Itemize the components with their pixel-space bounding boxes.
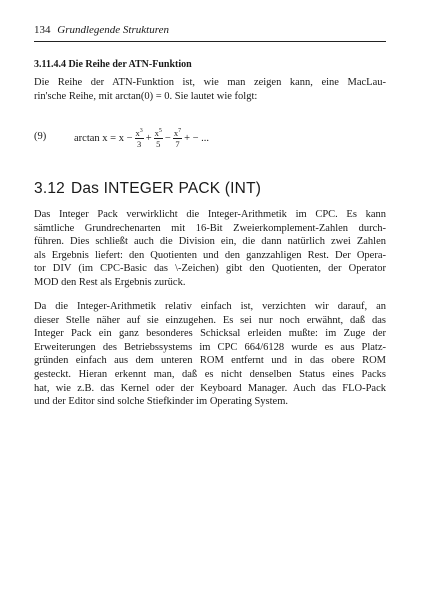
paragraph-line: rin'sche Reihe, mit arctan(0) = 0. Sie lautet wie folgt: (34, 90, 258, 102)
subsection-heading: 3.11.4.4 Die Reihe der ATN-Funktion (34, 59, 192, 70)
term-numerator: x (154, 127, 159, 138)
header-rule (34, 41, 386, 42)
term-operator: + − ... (184, 132, 210, 144)
section-number: 3.12 (34, 180, 65, 197)
paragraph-line: führen. Dies schließt auch die Division ein, die dann natürlich zwei Zahlen (34, 236, 386, 248)
paragraph-line: MOD den Rest als Ergebnis zurück. (34, 276, 186, 288)
term-exponent: 3 (139, 127, 143, 134)
term-exponent: 5 (158, 127, 162, 134)
paragraph-line: Die Reihe der ATN-Funktion ist, wie man zeigen kann, eine MacLau- (34, 77, 386, 88)
paragraph-line: sämtliche Grundrechenarten mit 16-Bit Zweierkomplement-Zahlen durch- (34, 222, 386, 234)
equation-lhs: arctan x = x − (74, 132, 133, 144)
paragraph-line: Integer Pack ein ganz besonderes Schicksal erleiden mußte: im Zuge der (34, 328, 386, 340)
page-number: 134 (34, 24, 51, 36)
equation-body (74, 120, 209, 156)
paragraph-line: Das Integer Pack verwirklicht die Integer-Arithmetik im CPC. Es kann (34, 209, 386, 220)
body-paragraph-1 (34, 208, 386, 290)
paragraph-line: Da die Integer-Arithmetik relativ einfach ist, verzichten wir darauf, an (34, 301, 386, 312)
term-operator: − (164, 132, 171, 144)
term-exponent: 7 (178, 127, 182, 134)
paragraph-line: gesteckt. Hieran erkennt man, daß es nicht denselben Status eines Packs (34, 368, 386, 380)
paragraph-line: als Ergebnis liefert: den Quotienten und den ganzzahligen Rest. Der Opera- (34, 249, 386, 261)
series-term-1 (135, 128, 144, 149)
paragraph-line: und der Editor sind solche Stiefkinder im Operating System. (34, 396, 288, 408)
paragraph-line: hat, wie z.B. das Kernel oder der Keyboard Manager. Auch das FLO-Pack (34, 382, 386, 394)
paragraph-line: dieser Stelle näher auf sie einzugehen. Es sei nur noch erwähnt, daß das (34, 314, 386, 326)
running-head-title: Grundlegende Strukturen (57, 24, 169, 36)
series-term-2 (154, 128, 163, 149)
subsection-intro-paragraph (34, 76, 386, 103)
section-title: Das INTEGER PACK (INT) (70, 180, 262, 197)
arctan-series-equation (34, 120, 386, 156)
paragraph-line: gründen einfach aus dem unteren ROM entfernt und in das obere ROM (34, 355, 386, 367)
paragraph-line: Erweiterungen des Betriebssystems im CPC 664/6128 wurde es aus Platz- (34, 341, 386, 353)
term-operator: + (145, 132, 152, 144)
series-term-3 (173, 128, 182, 149)
term-numerator: x (135, 127, 140, 138)
paragraph-line: tor DIV (im CPC-Basic das \-Zeichen) gibt den Quotienten, der Operator (34, 263, 386, 275)
term-denominator: 7 (175, 138, 180, 149)
section-heading (34, 180, 261, 198)
term-numerator: x (173, 127, 179, 138)
equation-number: (9) (34, 131, 47, 142)
term-denominator: 5 (156, 138, 161, 149)
body-paragraph-2 (34, 300, 386, 409)
term-denominator: 3 (137, 138, 142, 149)
running-head (34, 24, 386, 37)
